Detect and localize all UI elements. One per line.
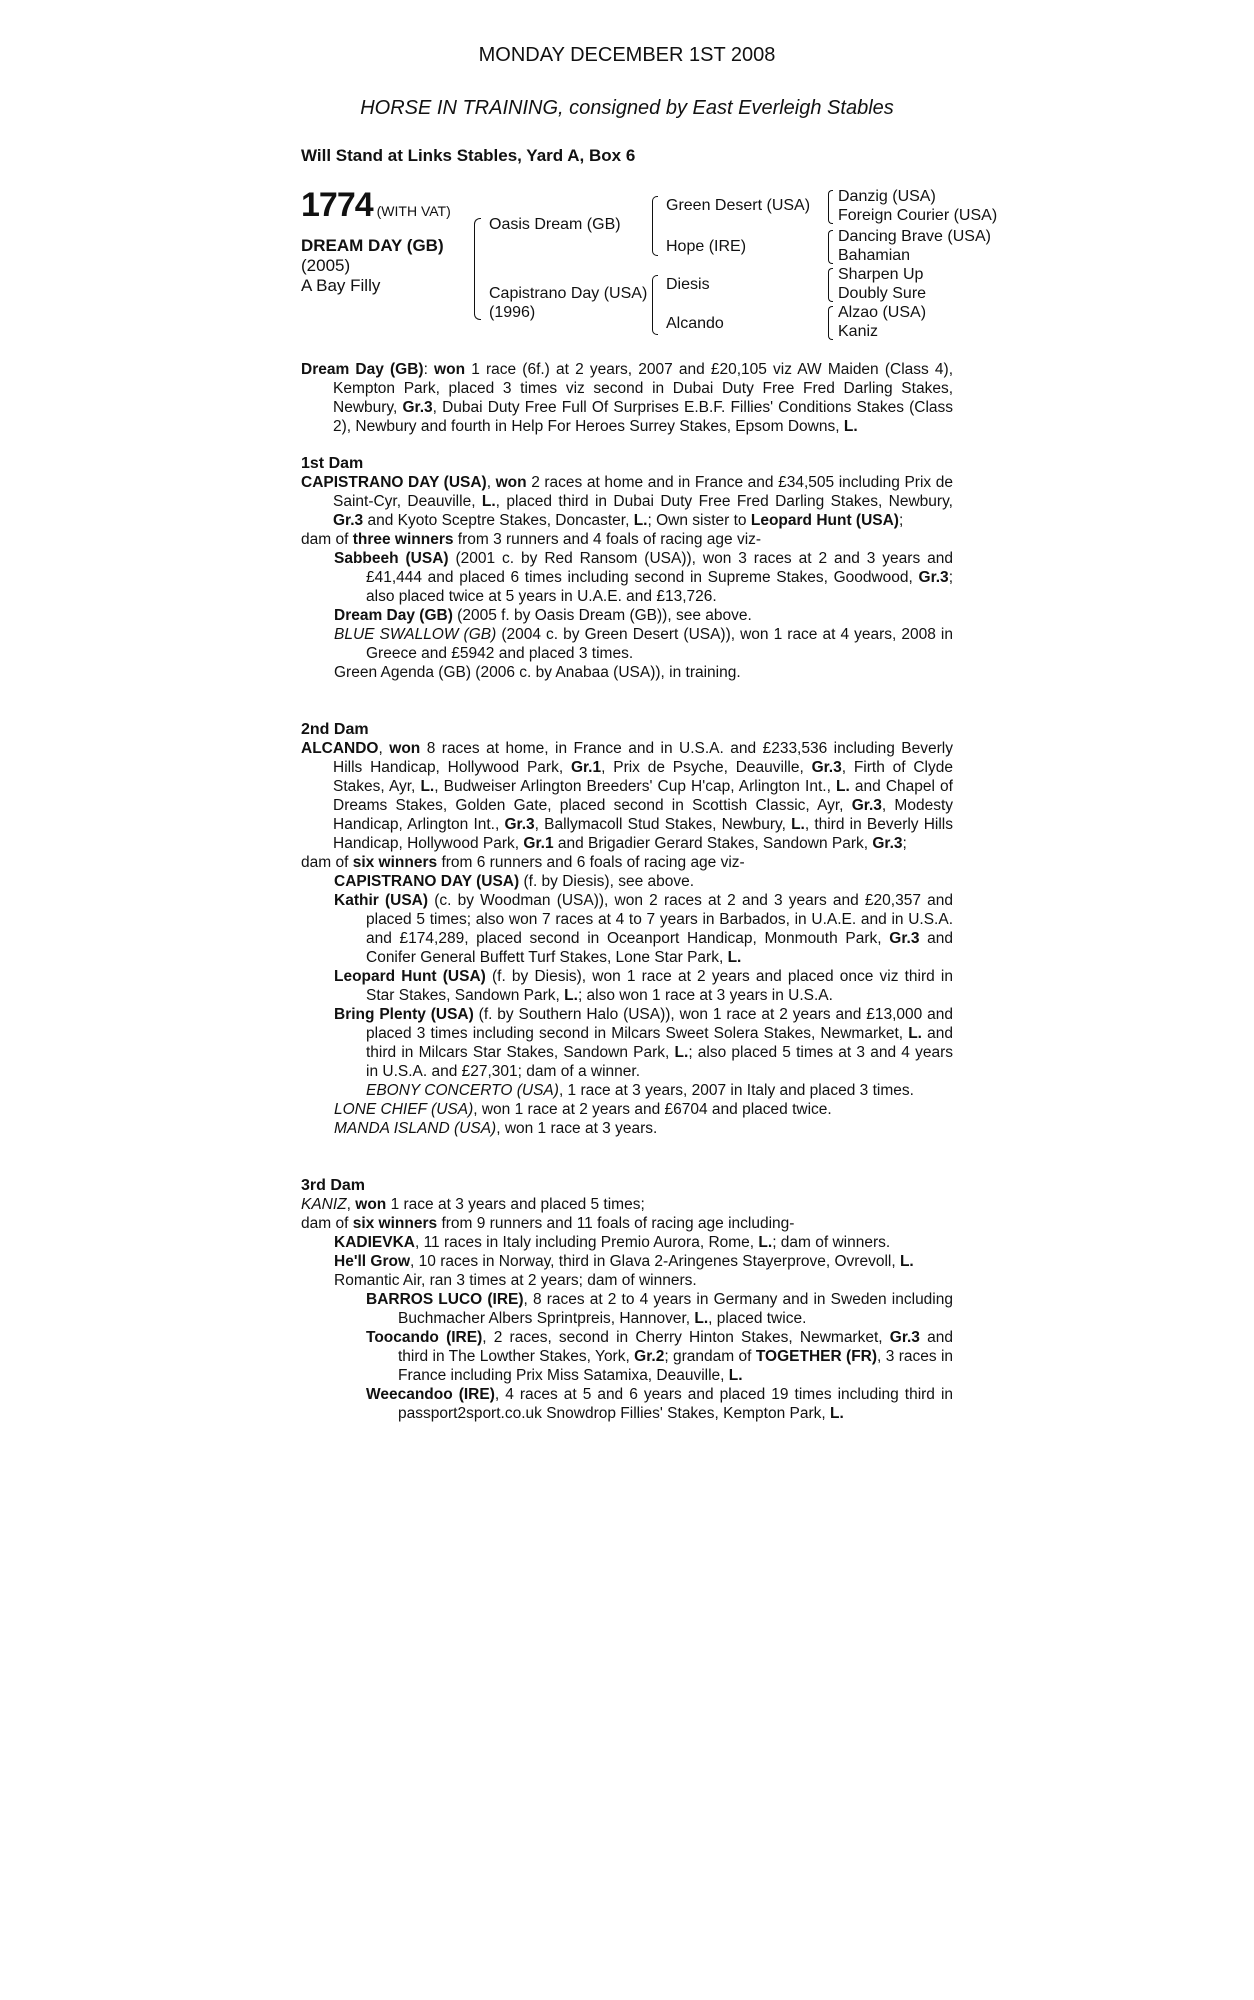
pedigree-dds: Alzao (USA) <box>838 304 927 321</box>
pedigree-brace <box>828 190 833 224</box>
horse-description: A Bay Filly <box>301 276 381 295</box>
produce-summary: dam of six winners from 6 runners and 6 foals of racing age viz- <box>301 854 745 871</box>
horse-name: DREAM DAY (GB) <box>301 236 444 255</box>
second-dam-section <box>301 704 953 1138</box>
section-heading: 2nd Dam <box>301 721 369 738</box>
dam-record: CAPISTRANO DAY (USA), won 2 races at home and in France and £34,505 including Prix de Saint-Cyr, Deauville, L., placed third in Dubai Duty Free Fred Darling Stakes, Newbury, Gr.3 and Kyoto Sceptre Stakes, Doncaster, L.; Own sister to Leopard Hunt (USA); <box>301 474 953 529</box>
produce-entry: Toocando (IRE), 2 races, second in Cherry Hinton Stakes, Newmarket, Gr.3 and third in The Lowther Stakes, York, Gr.2; grandam of TOGETHER (FR), 3 races in France including Prix Miss Satamixa, Deauville, L. <box>366 1329 954 1384</box>
pedigree-sire-sire: Green Desert (USA) <box>666 197 811 214</box>
pedigree-sds: Dancing Brave (USA) <box>838 228 991 245</box>
pedigree-dam-dam: Alcando <box>666 315 724 332</box>
section-heading: 1st Dam <box>301 455 364 472</box>
pedigree-sire: Oasis Dream (GB) <box>489 216 621 233</box>
produce-entry: Leopard Hunt (USA) (f. by Diesis), won 1 race at 2 years and placed once viz third in Star Stakes, Sandown Park, L.; also won 1 race at 3 years in U.S.A. <box>334 968 953 1004</box>
produce-entry: Weecandoo (IRE), 4 races at 5 and 6 years and placed 19 times including third in passport2sport.co.uk Snowdrop Fillies' Stakes, Kempton Park, L. <box>366 1386 954 1422</box>
produce-entry: Green Agenda (GB) (2006 c. by Anabaa (USA)), in training. <box>334 664 741 681</box>
produce-entry: Kathir (USA) (c. by Woodman (USA)), won 2 races at 2 and 3 years and £20,357 and placed 5 times; also won 7 races at 4 to 7 years in Barbados, in U.A.E. and in U.S.A. and £174,289, placed second in Oceanport Handicap, Monmouth Park, Gr.3 and Conifer General Buffett Turf Stakes, Lone Star Park, L. <box>334 892 953 966</box>
pedigree-dsd: Doubly Sure <box>838 285 927 302</box>
third-dam-section <box>301 1160 953 1423</box>
race-record <box>301 360 953 436</box>
pedigree-dss: Sharpen Up <box>838 266 924 283</box>
produce-entry: BLUE SWALLOW (GB) (2004 c. by Green Desert (USA)), won 1 race at 4 years, 2008 in Greece and £5942 and placed 3 times. <box>334 626 954 662</box>
pedigree-ddd: Kaniz <box>838 323 879 340</box>
pedigree-brace <box>474 218 481 320</box>
pedigree-brace <box>652 196 658 256</box>
pedigree-brace <box>828 268 833 302</box>
pedigree-brace <box>652 275 658 335</box>
pedigree-sdd: Bahamian <box>838 247 911 264</box>
vat-note: (WITH VAT) <box>376 203 451 219</box>
produce-summary: dam of three winners from 3 runners and 4 foals of racing age viz- <box>301 531 762 548</box>
produce-entry: Bring Plenty (USA) (f. by Southern Halo (USA)), won 1 race at 2 years and £13,000 and placed 3 times including second in Milcars Sweet Solera Stakes, Newmarket, L. and third in Milcars Star Stakes, Sandown Park, L.; also placed 5 times at 3 and 4 years in U.S.A. and £27,301; dam of a winner. <box>334 1006 953 1080</box>
pedigree-brace <box>828 230 833 264</box>
produce-entry: He'll Grow, 10 races in Norway, third in Glava 2-Aringenes Stayerprove, Ovrevoll, L. <box>334 1253 914 1270</box>
pedigree-sire-dam: Hope (IRE) <box>666 238 747 255</box>
race-record-text: Dream Day (GB): won 1 race (6f.) at 2 years, 2007 and £20,105 viz AW Maiden (Class 4), Kempton Park, placed 3 times viz second in Dubai Duty Free Fred Darling Stakes, Newbury, Gr.3, Dubai Duty Free Full Of Surprises E.B.F. Fillies' Conditions Stakes (Class 2), Newbury and fourth in Help For Heroes Surrey Stakes, Epsom Downs, L. <box>301 361 954 435</box>
pedigree-ssd: Foreign Courier (USA) <box>838 207 998 224</box>
lot-number: 1774 <box>301 186 373 224</box>
pedigree-brace <box>828 306 833 340</box>
horse-year: (2005) <box>301 256 351 275</box>
stand-location: Will Stand at Links Stables, Yard A, Box 6 <box>301 146 636 165</box>
pedigree-dam-year: (1996) <box>489 304 536 321</box>
lot-header <box>301 186 451 225</box>
produce-entry: EBONY CONCERTO (USA), 1 race at 3 years, 2007 in Italy and placed 3 times. <box>366 1082 914 1099</box>
pedigree-dam-sire: Diesis <box>666 276 710 293</box>
produce-entry: Dream Day (GB) (2005 f. by Oasis Dream (GB)), see above. <box>334 607 752 624</box>
produce-entry: Romantic Air, ran 3 times at 2 years; dam of winners. <box>334 1272 697 1289</box>
pedigree-sss: Danzig (USA) <box>838 188 936 205</box>
produce-entry: KADIEVKA, 11 races in Italy including Premio Aurora, Rome, L.; dam of winners. <box>334 1234 891 1251</box>
produce-entry: MANDA ISLAND (USA), won 1 race at 3 years. <box>334 1120 658 1137</box>
dam-record: ALCANDO, won 8 races at home, in France and in U.S.A. and £233,536 including Beverly Hills Handicap, Hollywood Park, Gr.1, Prix de Psyche, Deauville, Gr.3, Firth of Clyde Stakes, Ayr, L., Budweiser Arlington Breeders' Cup H'cap, Arlington Int., L. and Chapel of Dreams Stakes, Golden Gate, placed second in Scottish Classic, Ayr, Gr.3, Modesty Handicap, Arlington Int., Gr.3, Ballymacoll Stud Stakes, Newbury, L., third in Beverly Hills Handicap, Hollywood Park, Gr.1 and Brigadier Gerard Stakes, Sandown Park, Gr.3; <box>301 740 953 852</box>
produce-entry: Sabbeeh (USA) (2001 c. by Red Ransom (USA)), won 3 races at 2 and 3 years and £41,444 and placed 6 times including second in Supreme Stakes, Goodwood, Gr.3; also placed twice at 5 years in U.A.E. and £13,726. <box>334 550 953 605</box>
produce-entry: CAPISTRANO DAY (USA) (f. by Diesis), see above. <box>334 873 695 890</box>
first-dam-section <box>301 438 953 682</box>
produce-entry: BARROS LUCO (IRE), 8 races at 2 to 4 years in Germany and in Sweden including Buchmacher Albers Sprintpreis, Hannover, L., placed twice. <box>366 1291 953 1327</box>
section-heading: 3rd Dam <box>301 1177 366 1194</box>
consignment-line: HORSE IN TRAINING, consigned by East Everleigh Stables <box>360 97 894 119</box>
pedigree-dam: Capistrano Day (USA) <box>489 285 648 302</box>
produce-summary: dam of six winners from 9 runners and 11 foals of racing age including- <box>301 1215 795 1232</box>
dam-record: KANIZ, won 1 race at 3 years and placed 5 times; <box>301 1196 645 1213</box>
horse-info <box>301 236 444 296</box>
sale-date: MONDAY DECEMBER 1ST 2008 <box>478 44 776 66</box>
produce-entry: LONE CHIEF (USA), won 1 race at 2 years and £6704 and placed twice. <box>334 1101 832 1118</box>
